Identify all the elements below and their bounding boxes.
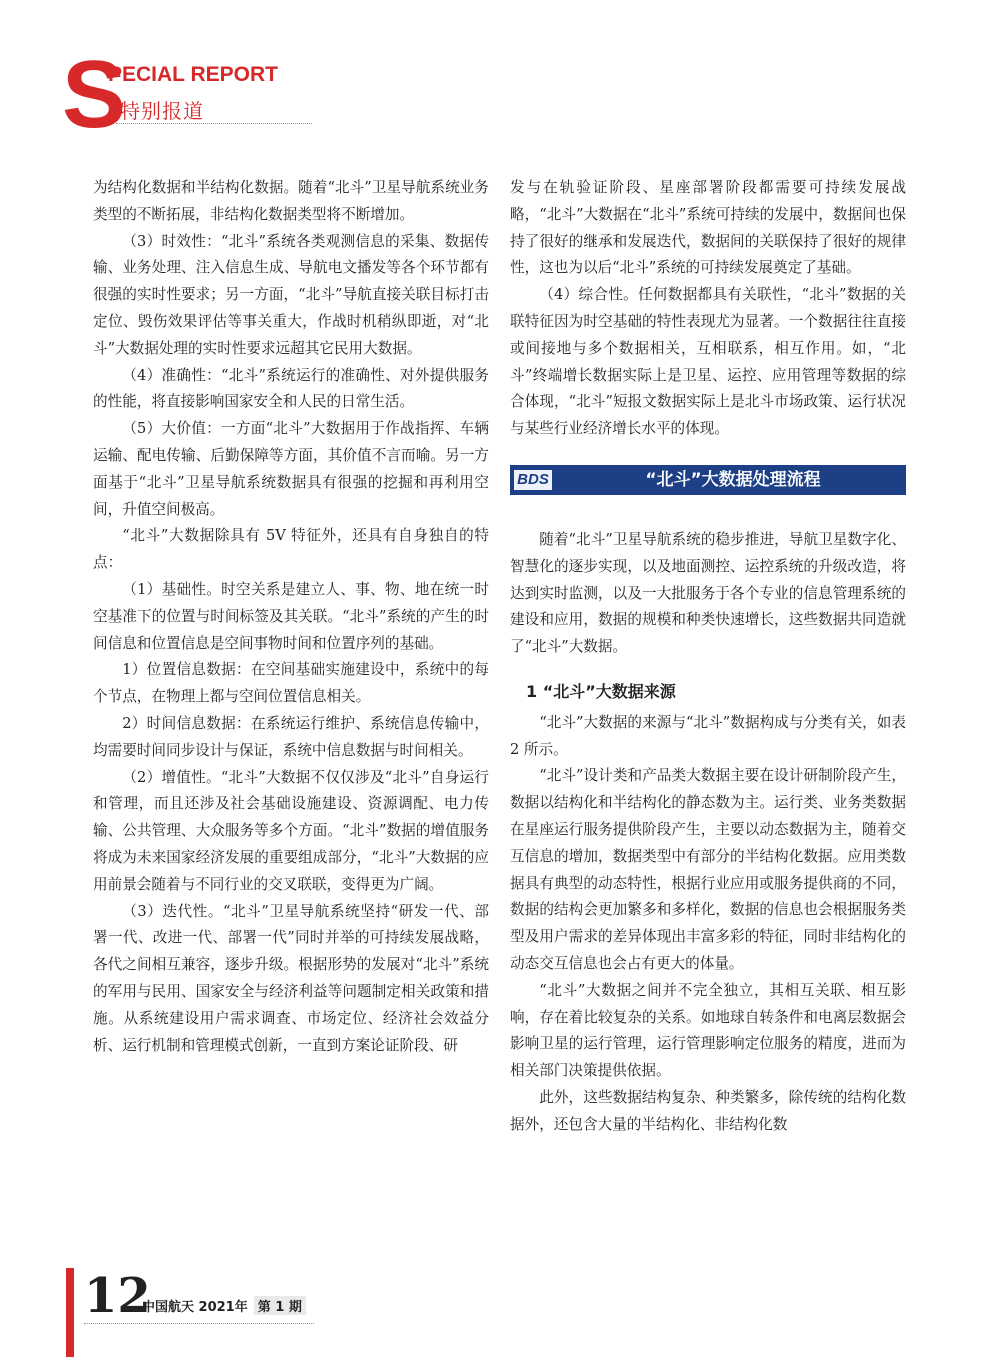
paragraph: （2）增值性。“北斗”大数据不仅仅涉及“北斗”自身运行和管理，而且还涉及社会基础设施建设、资源调配、电力传输、公共管理、大众服务等多个方面。“北斗”数据的增值服务将成为未来国家经济发展的重要组成部分，“北斗”大数据的应用前景会随着与不同行业的交叉联联，变得更为广阔。 [93, 768, 489, 893]
paragraph: “北斗”设计类和产品类大数据主要在设计研制阶段产生，数据以结构化和半结构化的静态数为主。运行类、业务类数据在星座运行服务提供阶段产生，主要以动态数据为主，随着交互信息的增加，数据类型中有部分的半结构化数据。应用类数据具有典型的动态特性，根据行业应用或服务提供商的不同，数据的结构会更加繁多和多样化，数据的信息也会根据服务类型及用户需求的差异体现出丰富多彩的特征，同时非结构化的动态交互信息也会占有更大的体量。 [510, 767, 906, 972]
magazine-title-year: 中国航天 2021年 [142, 1300, 248, 1315]
footer-magazine [142, 1296, 306, 1315]
paragraph: 发与在轨验证阶段、星座部署阶段都需要可持续发展战略，“北斗”大数据在“北斗”系统可持续的发展中，数据间也保持了很好的继承和发展迭代，数据间的关联保持了很好的规律性，这也为以后“北斗”系统的可持续发展奠定了基础。 [510, 179, 906, 277]
paragraph: （5）大价值：一方面“北斗”大数据用于作战指挥、车辆运输、配电传输、后勤保障等方面，其价值不言而喻。另一方面基于“北斗”卫星导航系统数据具有很强的挖掘和再利用空间，升值空间极高。 [93, 420, 489, 518]
paragraph: “北斗”大数据的来源与“北斗”数据构成与分类有关，如表 2 所示。 [510, 713, 906, 758]
header-divider [116, 123, 312, 124]
paragraph: 为结构化数据和半结构化数据。随着“北斗”卫星导航系统业务类型的不断拓展，非结构化数据类型将不断增加。 [93, 179, 489, 223]
paragraph: 2）时间信息数据：在系统运行维护、系统信息传输中，均需要时间同步设计与保证，系统中信息数据与时间相关。 [93, 714, 489, 759]
section-banner [510, 465, 906, 495]
paragraph: （3）时效性：“北斗”系统各类观测信息的采集、数据传输、业务处理、注入信息生成、导航电文播发等各个环节都有很强的实时性要求；另一方面，“北斗”导航直接关联目标打击定位、毁伤效果评估等事关重大，作战时机稍纵即逝，对“北斗”大数据处理的实时性要求远超其它民用大数据。 [93, 232, 489, 357]
paragraph: “北斗”大数据除具有 5V 特征外，还具有自身独自的特点： [93, 527, 489, 572]
special-report-s-logo: S [62, 41, 127, 148]
paragraph: 1）位置信息数据：在空间基础实施建设中，系统中的每个节点，在物理上都与空间位置信息相关。 [93, 661, 489, 706]
issue-badge: 第 1 期 [254, 1296, 306, 1315]
paragraph: （4）准确性：“北斗”系统运行的准确性、对外提供服务的性能，将直接影响国家安全和人民的日常生活。 [93, 366, 489, 411]
section-title: “北斗”大数据处理流程 [645, 469, 821, 490]
subsection-title: 1 “北斗”大数据来源 [526, 681, 676, 701]
right-column-top [510, 175, 906, 443]
paragraph: “北斗”大数据之间并不完全独立，其相互关联、相互影响，存在着比较复杂的关系。如地球自转条件和电离层数据会影响卫星的运行管理，运行管理影响定位服务的精度，进而为相关部门决策提供依据。 [510, 981, 906, 1080]
footer-divider [84, 1323, 314, 1324]
section-intro-paragraph: 随着“北斗”卫星导航系统的稳步推进，导航卫星数字化、智慧化的逐步实现，以及地面测控、运控系统的升级改造，将达到实时监测，以及一大批服务于各个专业的信息管理系统的建设和应用，数据的规模和种类快速增长，这些数据共同造就了“北斗”大数据。 [510, 530, 906, 656]
paragraph: （1）基础性。时空关系是建立人、事、物、地在统一时空基准下的位置与时间标签及其关联。“北斗”系统的产生的时间信息和位置信息是空间事物时间和位置序列的基础。 [93, 580, 489, 652]
bds-logo: BDS [514, 470, 552, 490]
page-number: 12 [84, 1268, 151, 1324]
paragraph: 此外，这些数据结构复杂、种类繁多，除传统的结构化数据外，还包含大量的半结构化、非结构化数 [510, 1088, 906, 1133]
special-report-english: PECIAL REPORT [108, 63, 278, 86]
left-column [93, 175, 489, 1059]
paragraph: （4）综合性。任何数据都具有关联性，“北斗”数据的关联特征因为时空基础的特性表现尤为显著。一个数据往往直接或间接地与多个数据相关，互相联系，相互作用。如，“北斗”终端增长数据实际上是卫星、运控、应用管理等数据的综合体现，“北斗”短报文数据实际上是北斗市场政策、运行状况与某些行业经济增长水平的体现。 [510, 286, 906, 438]
special-report-chinese: 特别报道 [120, 99, 204, 123]
paragraph: （3）迭代性。“北斗”卫星导航系统坚持“研发一代、部署一代、改进一代、部署一代”同时并举的可持续发展战略，各代之间相互兼容，逐步升级。根据形势的发展对“北斗”系统的军用与民用、国家安全与经济利益等问题制定相关政策和措施。从系统建设用户需求调查、市场定位、经济社会效益分析、运行机制和管理模式创新，一直到方案论证阶段、研 [93, 902, 489, 1054]
right-column-bottom [510, 710, 906, 1139]
section-header [62, 41, 278, 148]
right-column [510, 175, 906, 1139]
footer-accent-bar [66, 1268, 74, 1357]
